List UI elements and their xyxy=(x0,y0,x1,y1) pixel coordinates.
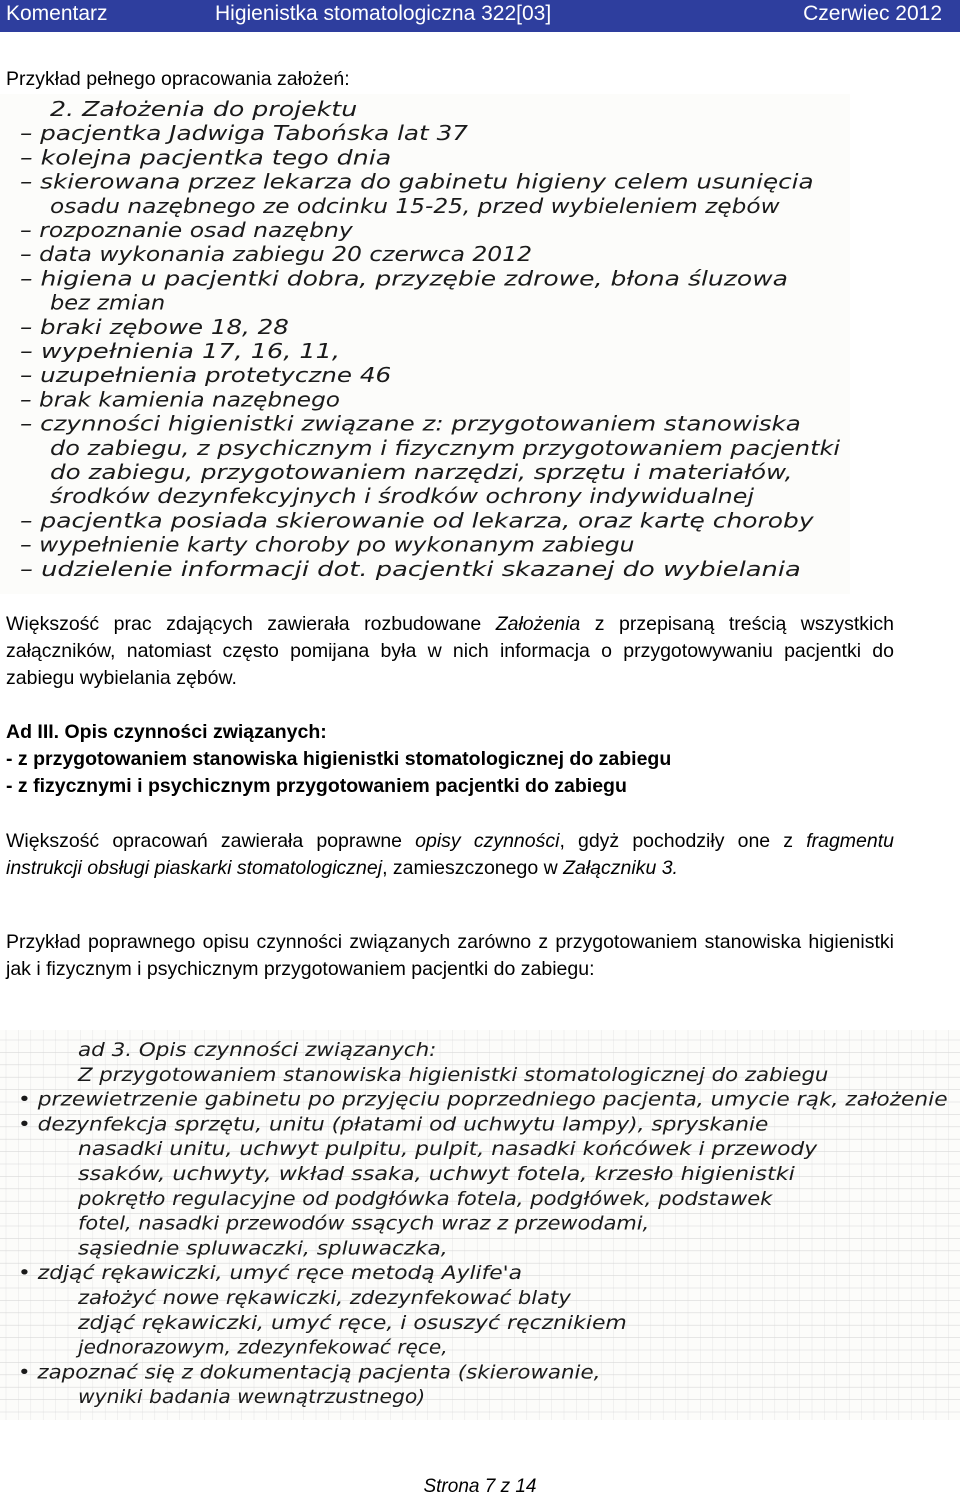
handwritten-line: – data wykonania zabiegu 20 czerwca 2012 xyxy=(20,242,532,267)
handwritten-line: • dezynfekcja sprzętu, unitu (płatami od uchwytu lampy), spryskanie xyxy=(18,1113,769,1136)
handwritten-line: sąsiednie spluwaczki, spluwaczka, xyxy=(78,1237,448,1260)
handwritten-line: bez zmian xyxy=(50,290,166,315)
intro-text: Przykład pełnego opracowania założeń: xyxy=(6,68,350,90)
paragraph-example-intro: Przykład poprawnego opisu czynności związanych zarówno z przygotowaniem stanowiska higienistki jak i fizycznym i psychicznym przygotowaniem pacjentki do zabiegu: xyxy=(6,931,894,980)
handwritten-line: • zapoznać się z dokumentacją pacjenta (skierowanie, xyxy=(18,1361,601,1384)
handwritten-scan-assumptions-svg xyxy=(0,94,850,594)
handwritten-line: – higiena u pacjentki dobra, przyzębie zdrowe, błona śluzowa xyxy=(20,266,788,291)
handwritten-scan-description xyxy=(0,1030,960,1420)
handwritten-line: osadu nazębnego ze odcinku 15-25, przed wybieleniem zębów xyxy=(50,193,781,218)
section-ad3-line2: - z fizycznymi i psychicznym przygotowaniem pacjentki do zabiegu xyxy=(6,775,627,797)
handwritten-line: • przewietrzenie gabinetu po przyjęciu poprzedniego pacjenta, umycie rąk, założenie xyxy=(18,1088,948,1111)
page-header xyxy=(0,0,960,32)
handwritten-line: – pacjentka posiada skierowanie od lekarza, oraz kartę choroby xyxy=(20,508,816,533)
handwritten-line: 2. Założenia do projektu xyxy=(50,97,358,121)
handwritten-line: założyć nowe rękawiczki, zdezynfekować blaty xyxy=(76,1287,572,1309)
section-ad3 xyxy=(6,719,946,800)
handwritten-line: – braki zębowe 18, 28 xyxy=(20,314,289,339)
handwritten-line: – udzielenie informacji dot. pacjentki skazanej do wybielania xyxy=(20,556,801,581)
handwritten-line: do zabiegu, przygotowaniem narzędzi, sprzętu i materiałów, xyxy=(50,460,793,484)
handwritten-line: – czynności higienistki związane z: przygotowaniem stanowiska xyxy=(20,411,801,436)
handwritten-line: wyniki badania wewnątrzustnego) xyxy=(78,1386,426,1409)
handwritten-line: – wypełnienia 17, 16, 11, xyxy=(20,339,340,363)
header-date: Czerwiec 2012 xyxy=(803,2,942,25)
handwritten-line: – kolejna pacjentka tego dnia xyxy=(20,145,392,170)
page-number: Strona 7 z 14 xyxy=(423,1476,537,1497)
handwritten-line: ad 3. Opis czynności związanych: xyxy=(78,1039,437,1061)
handwritten-line: zdjąć rękawiczki, umyć ręce, i osuszyć ręcznikiem xyxy=(76,1311,627,1334)
handwritten-line: ssaków, uchwyty, wkład ssaka, uchwyt fotela, krzesło higienistki xyxy=(78,1163,796,1185)
handwritten-line: jednorazowym, zdezynfekować ręce, xyxy=(74,1336,448,1359)
paragraph-assumptions-comment: Większość prac zdających zawierała rozbudowane Założenia z przepisaną treścią wszystkich załączników, natomiast często pomijana była w nich informacja o przygotowywaniu pacjentki do zabiegu wybielania zębów. xyxy=(6,613,894,689)
handwritten-scan-description-svg xyxy=(0,1030,960,1420)
section-ad3-line1: - z przygotowaniem stanowiska higienistki stomatologicznej do zabiegu xyxy=(6,748,672,770)
handwritten-scan-assumptions xyxy=(0,94,850,594)
handwritten-line: – skierowana przez lekarza do gabinetu higieny celem usunięcia xyxy=(20,169,814,194)
handwritten-line: pokrętło regulacyjne od podgłówka fotela, podgłówek, podstawek xyxy=(76,1187,774,1210)
handwritten-line: fotel, nasadki przewodów ssących wraz z przewodami, xyxy=(78,1212,650,1235)
handwritten-line: – wypełnienie karty choroby po wykonanym zabiegu xyxy=(20,532,635,557)
header-title: Higienistka stomatologiczna 322[03] xyxy=(215,2,552,25)
handwritten-line: – uzupełnienia protetyczne 46 xyxy=(20,363,392,388)
handwritten-line: – brak kamienia nazębnego xyxy=(20,387,341,412)
handwritten-line: – rozpoznanie osad nazębny xyxy=(20,218,355,242)
handwritten-line: – pacjentka Jadwiga Tabońska lat 37 xyxy=(20,121,469,146)
handwritten-line: Z przygotowaniem stanowiska higienistki stomatologicznej do zabiegu xyxy=(76,1063,829,1086)
handwritten-line: nasadki unitu, uchwyt pulpitu, pulpit, nasadki końcówek i przewody xyxy=(78,1138,819,1161)
handwritten-line: do zabiegu, z psychicznym i fizycznym przygotowaniem pacjentki xyxy=(50,435,841,460)
handwritten-line: środków dezynfekcyjnych i środków ochrony indywidualnej xyxy=(50,484,755,509)
paragraph-descriptions-comment: Większość opracowań zawierała poprawne opisy czynności, gdyż pochodziły one z fragmentu instrukcji obsługi piaskarki stomatologicznej, zamieszczonego w Załączniku 3. xyxy=(6,830,894,879)
handwritten-line: • zdjąć rękawiczki, umyć ręce metodą Aylife'a xyxy=(18,1262,522,1285)
section-ad3-title: Ad III. Opis czynności związanych: xyxy=(6,721,327,743)
header-left: Komentarz xyxy=(6,2,108,25)
